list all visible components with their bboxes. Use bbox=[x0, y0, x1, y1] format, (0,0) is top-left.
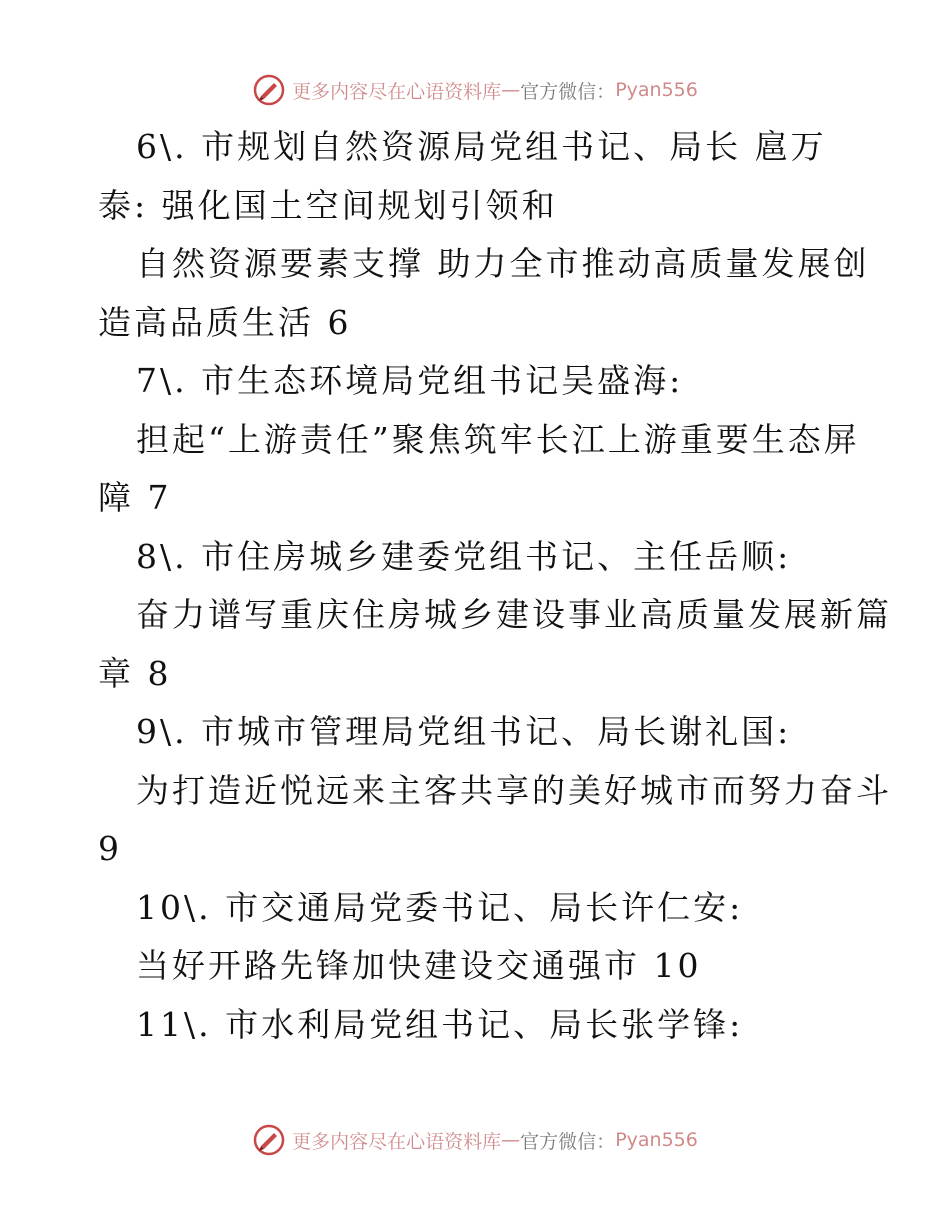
text-line: 8\. 市住房城乡建委党组书记、主任岳顺: bbox=[136, 536, 792, 576]
banner-wechat-id: Pyan556 bbox=[615, 1129, 698, 1151]
banner-wechat-id: Pyan556 bbox=[615, 79, 698, 101]
text-line: 障 7 bbox=[98, 478, 172, 517]
text-line: 泰: 强化国土空间规划引领和 bbox=[98, 185, 558, 225]
text-line: 当好开路先锋加快建设交通强市 10 bbox=[136, 946, 702, 985]
banner-wechat-label: 官方微信： bbox=[520, 1130, 616, 1153]
text-line: 担起“上游责任”聚焦筑牢长江上游重要生态屏 bbox=[136, 419, 860, 459]
banner-dash: — bbox=[501, 1129, 521, 1151]
pen-logo-icon bbox=[252, 1123, 286, 1157]
text-line: 为打造近悦远来主客共享的美好城市而努力奋斗 bbox=[136, 770, 892, 810]
banner-text: 更多内容尽在心语资料库 bbox=[292, 1130, 502, 1153]
banner-text: 更多内容尽在心语资料库 bbox=[292, 80, 502, 103]
text-line: 11\. 市水利局党组书记、局长张学锋: bbox=[136, 1004, 744, 1044]
banner-dash: — bbox=[501, 79, 521, 101]
text-line: 10\. 市交通局党委书记、局长许仁安: bbox=[136, 887, 744, 927]
banner-wechat-label: 官方微信： bbox=[520, 80, 616, 103]
document-body bbox=[98, 118, 892, 1054]
text-line: 9\. 市城市管理局党组书记、局长谢礼国: bbox=[136, 712, 792, 751]
text-line: 自然资源要素支撑 助力全市推动高质量发展创 bbox=[136, 244, 870, 283]
text-line: 造高品质生活 6 bbox=[98, 302, 352, 342]
pen-logo-icon bbox=[252, 73, 286, 107]
text-line: 章 8 bbox=[98, 653, 172, 693]
text-line: 7\. 市生态环境局党组书记吴盛海: bbox=[136, 361, 684, 400]
text-line: 6\. 市规划自然资源局党组书记、局长 扈万 bbox=[136, 127, 827, 166]
text-line: 9 bbox=[98, 829, 122, 868]
text-line: 奋力谱写重庆住房城乡建设事业高质量发展新篇 bbox=[136, 595, 892, 634]
footer-watermark-banner bbox=[0, 1120, 950, 1160]
header-watermark-banner bbox=[0, 70, 950, 110]
